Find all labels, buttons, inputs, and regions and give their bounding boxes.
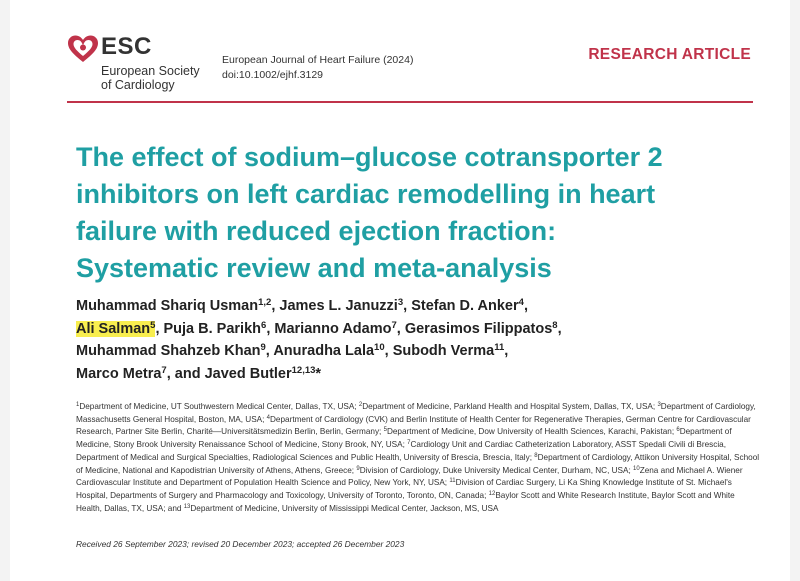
affiliation-text: Department of Cardiology, Massachusetts General Hospital, Boston, MA, USA; [76,402,756,424]
author-affiliation-ref[interactable]: 6 [261,319,267,331]
author-affiliation-ref[interactable]: 7 [391,319,397,331]
author-affiliation-ref[interactable]: 3 [397,297,404,308]
author-name[interactable]: Subodh Verma [392,343,495,359]
article-page [10,0,790,581]
affiliation-text: Zena and Michael A. Wiener Cardiovascular Institute and Department of Population Health Science and Policy, New York, NY, USA; [76,465,743,488]
author-separator: , [504,343,509,359]
author-affiliation-ref[interactable]: 12,13 [291,364,316,376]
author-affiliation-ref[interactable]: 9 [260,342,266,353]
author-affiliation-ref[interactable]: 8 [552,319,558,331]
affiliation-number: 3 [657,402,661,408]
title-line: Systematic review and meta-analysis [76,253,552,283]
logo-abbreviation: ESC [101,33,152,60]
highlighted-author[interactable] [76,321,155,337]
title-line: failure with reduced ejection fraction: [76,216,557,246]
author-affiliation-ref[interactable]: 4 [518,297,524,308]
journal-name: European Journal of Heart Failure (2024) [222,54,414,66]
affiliation-text: Cardiology Unit and Cardiac Catheterization Laboratory, ASST Spedali Civili di Brescia, Department of Medical and Surgical Specialties, Radiological Sciences and Public Health, University of Brescia, Brescia, Italy; [76,440,727,462]
affiliation-number: 8 [534,452,538,459]
author-name[interactable]: James L. Januzzi [279,298,398,314]
affiliation-number: 4 [266,414,271,421]
journal-info [222,53,413,83]
author-name[interactable]: Muhammad Shariq Usman [76,298,259,314]
affiliation-text: Department of Medicine, University of Mississippi Medical Center, Jackson, MS, USA [190,503,499,513]
author-name[interactable]: Anuradha Lala [273,343,375,359]
affiliation-text: Department of Medicine, Dow University of Health Sciences, Karachi, Pakistan; [386,427,677,437]
affiliation-text: Department of Medicine, Stony Brook University Renaissance School of Medicine, Stony Brook, NY, USA; [76,427,732,450]
author-separator: , [155,320,164,337]
author-name[interactable]: Muhammad Shahzeb Khan [76,343,261,359]
affiliation-text: Department of Medicine, UT Southwestern Medical Center, Dallas, TX, USA; [79,402,359,411]
affiliation-number: 11 [449,478,456,485]
author-name[interactable]: Marco Metra [76,365,162,382]
corresponding-author-asterisk: * [315,365,322,382]
affiliation-number: 9 [356,465,360,472]
author-separator: , [396,320,405,337]
author-separator: , [557,320,562,337]
author-separator: , [384,343,393,359]
author-line [76,295,756,318]
affiliation-text: Department of Cardiology, Attikon University Hospital, School of Medicine, National and Kapodistrian University of Athens, Athens, Greece; [76,452,760,475]
author-line [76,340,756,363]
author-name[interactable]: Javed Butler [204,365,292,382]
affiliation-number: 12 [488,490,496,497]
header-divider [67,101,753,103]
author-name[interactable]: Puja B. Parikh [163,320,262,337]
affiliation-text: Division of Cardiac Surgery, Li Ka Shing Knowledge Institute of St. Michael's Hospital, Departments of Surgery and Pharmacology and Toxicology, University of Toronto, Toronto, ON, Canada; [76,478,732,500]
affiliation-number: 6 [676,427,680,434]
article-type-label: RESEARCH ARTICLE [588,46,751,63]
author-name[interactable]: Marianno Adamo [274,320,392,337]
author-affiliation-ref[interactable]: 1,2 [258,297,272,308]
title-line: The effect of sodium–glucose cotransporter 2 [76,142,663,172]
author-separator: , [403,298,412,314]
author-affiliation-ref[interactable]: 10 [374,342,385,353]
received-dates: Received 26 September 2023; revised 20 December 2023; accepted 26 December 2023 [76,539,405,549]
affiliation-number: 1 [76,402,80,408]
author-affiliation-ref[interactable]: 11 [494,342,505,353]
author-separator: , [265,343,274,359]
esc-heart-logo-icon [67,34,99,64]
affiliation-text: Department of Cardiology (CVK) and Berlin Institute of Health Center for Regenerative Therapies, German Centre for Cardiovascular Research, Partner Site Berlin, Charité—Universitätsmedizin Berlin, Berlin, Germany; [76,414,751,437]
affiliation-text: Department of Medicine, Parkland Health and Hospital System, Dallas, TX, USA; [362,402,658,411]
affiliations [76,401,760,515]
article-title [76,139,756,287]
author-separator: , [271,298,280,314]
author-line [76,363,756,386]
logo-name-line: of Cardiology [101,78,175,92]
affiliation-number: 10 [633,465,640,472]
logo-society-name [101,64,200,92]
author-list [76,295,756,385]
title-line: inhibitors on left cardiac remodelling in heart [76,179,656,209]
article-header [67,32,753,94]
author-separator: , [523,298,528,314]
author-name[interactable]: Gerasimos Filippatos [404,320,553,337]
affiliation-number: 5 [383,427,387,434]
author-affiliation-ref[interactable]: 7 [161,364,167,376]
author-name[interactable]: Stefan D. Anker [411,298,519,314]
affiliation-number: 13 [183,503,191,510]
affiliation-number: 7 [407,440,411,447]
affiliation-number: 2 [358,402,363,408]
author-line [76,318,756,341]
author-separator: , and [166,365,205,382]
author-separator: , [266,320,275,337]
affiliation-text: Baylor Scott and White Research Institute, Baylor Scott and White Health, Dallas, TX, USA; and [76,490,735,513]
journal-doi[interactable]: doi:10.1002/ejhf.3129 [222,69,324,81]
author-name[interactable]: Ali Salman [76,320,151,337]
logo-name-line: European Society [101,64,200,78]
affiliation-text: Division of Cardiology, Duke University Medical Center, Durham, NC, USA; [359,465,634,475]
author-affiliation-ref[interactable]: 5 [150,319,156,331]
